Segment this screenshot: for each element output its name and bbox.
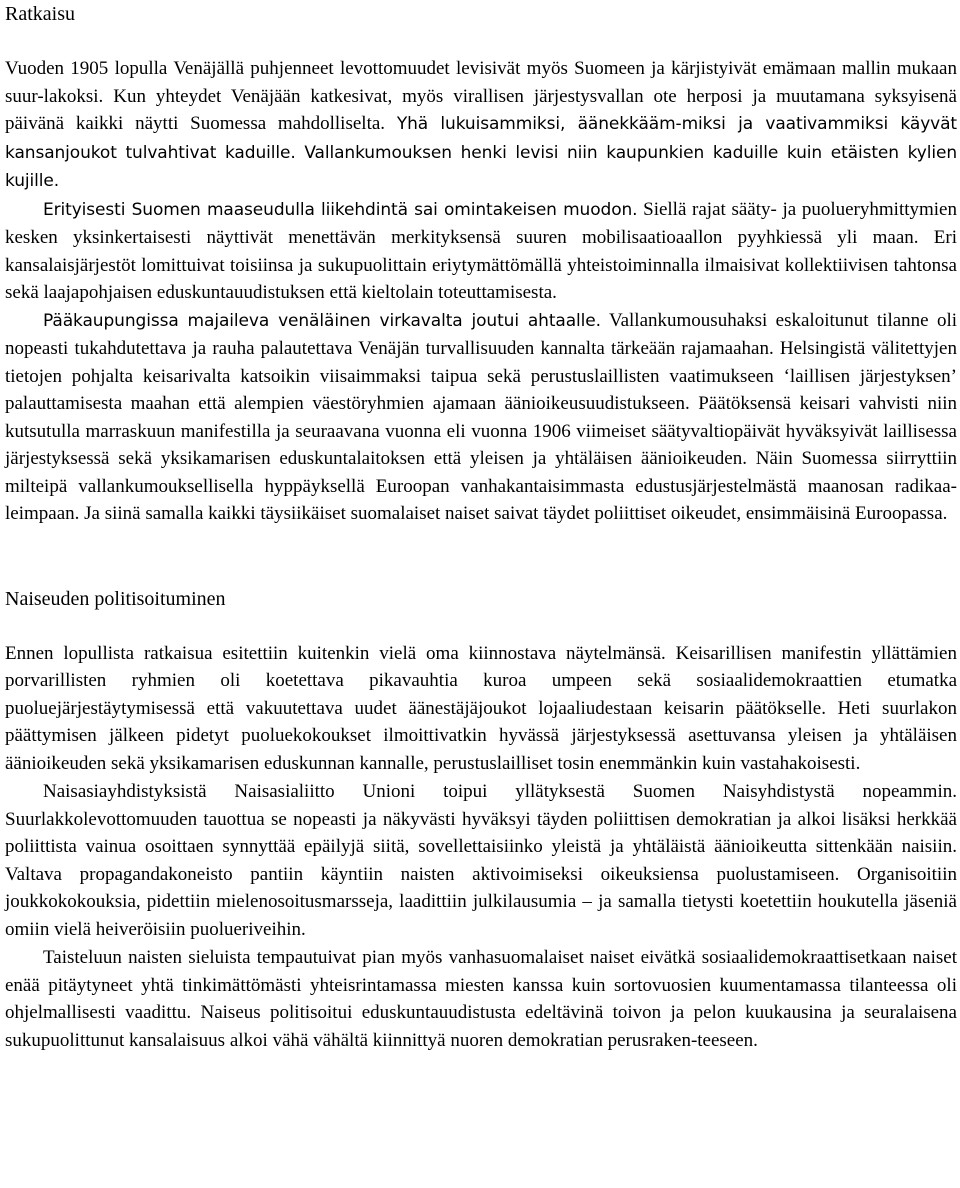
paragraph	[5, 944, 957, 1055]
paragraph-text-sans: Erityisesti Suomen maaseudulla liikehdintä sai omintakeisen muodon.	[43, 199, 638, 220]
paragraph	[5, 307, 957, 528]
paragraph	[5, 640, 957, 779]
paragraph-text: Vallankumousuhaksi eskaloitunut tilanne oli nopeasti tukahdutettava ja rauha palautettava Venäjän turvallisuuden kannalta tärkeään rajamaahan. Helsingistä välitettyjen tietojen pohjalta keisarivalta katsoikin viisaimmaksi taipua sekä perustuslaillisten vaatimukseen ‘laillisen järjestyksen’ palauttamisesta maahan että alempien väestöryhmien ajamaan äänioikeusuudistukseen. Päätöksensä keisari vahvisti niin kutsutulla marraskuun manifestilla ja seuraavana vuonna eli vuonna 1906 viimeiset säätyvaltiopäivät hyväksyivät laillisessa järjestyksessä sekä yksikamarisen eduskuntalaitoksen että yleisen ja yhtäläisen äänioikeuden. Näin Suomessa siirryttiin milteipä vallankumouksellisella hyppäyksellä Euroopan vanhakantaisimmasta edustusjärjestelmästä maanosan radikaa-leimpaan. Ja siinä samalla kaikki täysiikäiset suomalaiset naiset saivat täydet poliittiset oikeudet, ensimmäisinä Euroopassa.	[5, 309, 957, 524]
paragraph-text: Siellä rajat sääty- ja puolueryhmittymien kesken yksinkertaisesti näyttivät menettävän merkityksensä suuren mobilisaatioaallon pyyhkiessä yli maan. Eri kansalaisjärjestöt lomittuivat toisiinsa ja sukupuolittain eriytymättömällä yhteistoiminnalla ilmaisivat kollektiivisen tahtonsa sekä laajapohjaisen eduskuntauudistuksen että kieltolain toteuttamisesta.	[5, 198, 957, 303]
paragraph-text-sans: Pääkaupungissa majaileva venäläinen virkavalta joutui ahtaalle.	[43, 310, 601, 331]
paragraph-text: Ennen lopullista ratkaisua esitettiin kuitenkin vielä oma kiinnostava näytelmänsä. Keisarillisen manifestin yllättämien porvarillisten ryhmien oli koetettava pikavauhtia kuroa umpeen sekä sosiaalidemokraattien etumatka puoluejärjestäytymisessä että vakuutettava uudet äänestäjäjoukot lojaaliudestaan keisarin päätökselle. Heti suurlakon päättymisen jälkeen pidetyt puoluekokoukset ilmoittivatkin hyvässä järjestyksessä asettuvansa yleisen ja yhtäläisen äänioikeuden sekä yksikamarisen eduskunnan kannalle, perustuslailliset tosin enemmänkin kuin vastahakoisesti.	[5, 642, 957, 774]
section-heading-naiseuden-politisoituminen: Naiseuden politisoituminen	[5, 587, 226, 610]
paragraph-text: Taisteluun naisten sieluista tempautuivat pian myös vanhasuomalaiset naiset eivätkä sosiaalidemokraattisetkaan naiset enää pitäytyneet yhtä tinkimättömästi yhteisrintamassa miesten kanssa kuin sortovuosien kuumentamassa tilanteessa oli ohjelmallisesti vaadittu. Naiseus politisoitui eduskuntauudistusta edeltävinä toivon ja pelon kuukausina ja seuralaisena sukupuolittunut kansalaisuus alkoi vähä vähältä kiinnittyä nuoren demokratian perusraken-teeseen.	[5, 947, 957, 1051]
section-ratkaisu	[5, 55, 957, 528]
paragraph	[5, 196, 957, 307]
section-naiseuden-politisoituminen	[5, 640, 957, 1056]
paragraph-text-sans: Yhä lukuisammiksi, äänekkääm-miksi ja vaativammiksi käyvät kansanjoukot tulvahtivat kaduille. Vallankumouksen henki levisi niin kaupunkien kaduille kuin etäisten kylien kujille.	[5, 114, 957, 191]
section-heading-ratkaisu: Ratkaisu	[5, 3, 75, 25]
paragraph-text: Vuoden 1905 lopulla Venäjällä puhjenneet levottomuudet levisivät myös Suomeen ja kärjistyivät emämaan mallin mukaan suur-lakoksi. Kun yhteydet Venäjään katkesivat, myös virallisen järjestysvallan ote herposi ja muutamana syksyisenä päivänä kaikki näytti Suomessa mahdolliselta.	[5, 58, 957, 134]
paragraph-text: Naisasiayhdistyksistä Naisasialiitto Unioni toipui yllätyksestä Suomen Naisyhdistystä nopeammin. Suurlakkolevottomuuden tauottua se nopeasti ja näkyvästi hyväksyi täyden poliittisen demokratian ja alkoi lisäksi herkkää poliittista vainua osoittaen synnyttää epäilyjä siitä, sovellettaisiinko yleistä ja yhtäläistä äänioikeutta sittenkään naisiin. Valtava propagandakoneisto pantiin käyntiin naisten aktivoimiseksi oikeuksiensa puolustamiseen. Organisoitiin joukkokokouksia, pidettiin mielenosoitusmarsseja, laadittiin julkilausumia – ja samalla tietysti koetettiin houkutella jäseniä omiin vielä heiveröisiin puolueriveihin.	[5, 781, 957, 940]
paragraph	[5, 55, 957, 196]
document-page	[5, 0, 957, 1055]
paragraph	[5, 778, 957, 944]
